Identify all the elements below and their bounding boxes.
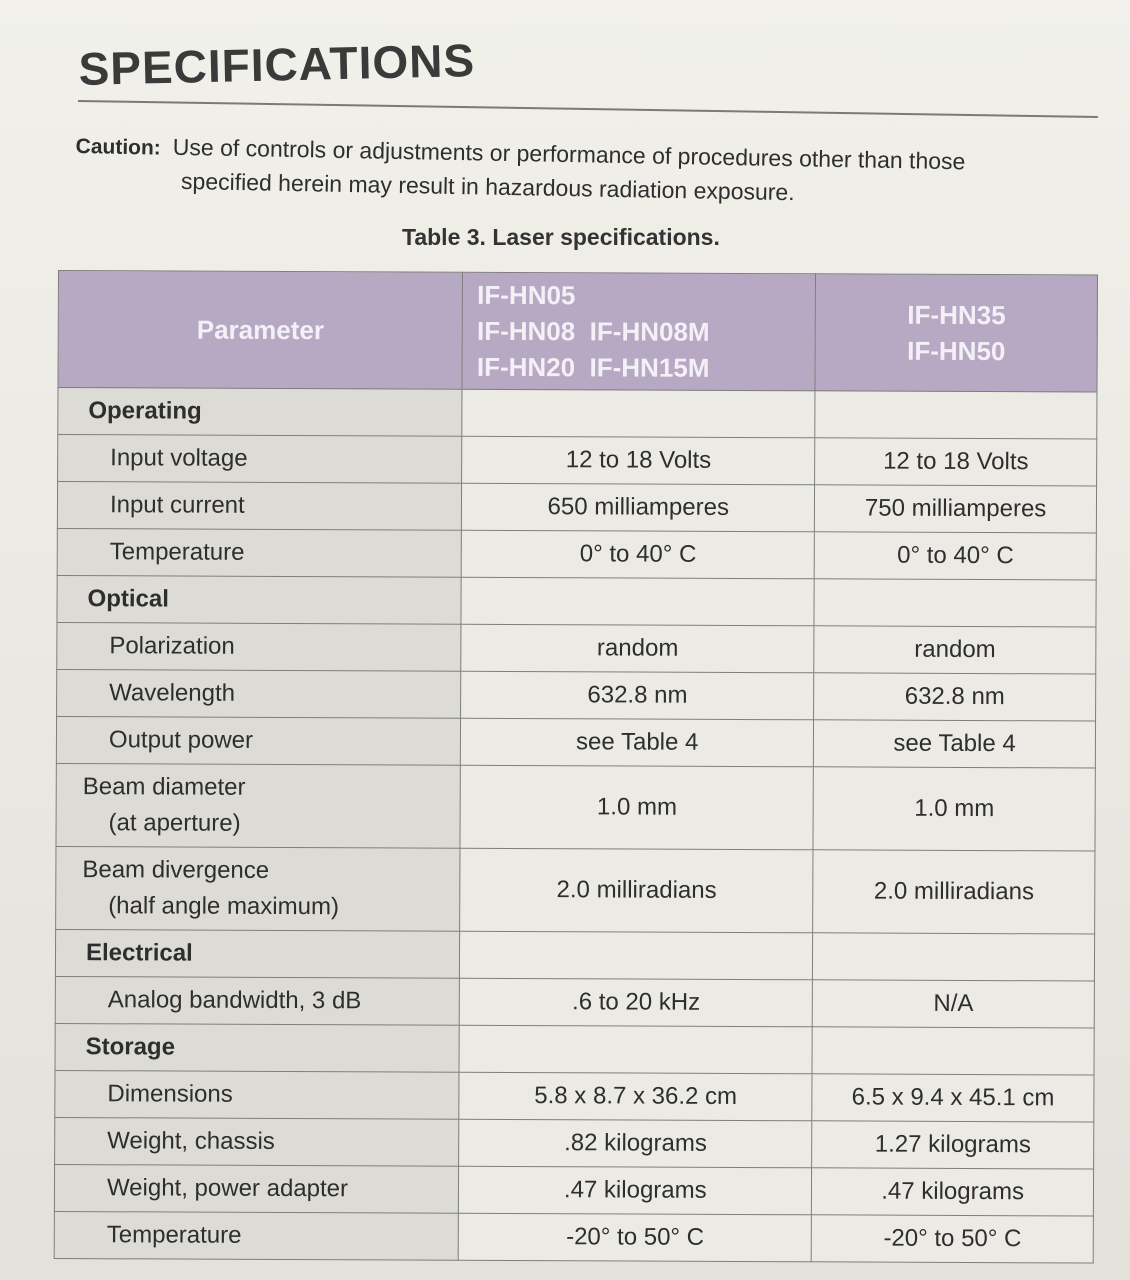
page-heading: SPECIFICATIONS xyxy=(78,34,476,95)
section-label: Operating xyxy=(58,388,462,437)
caution-text-line2: specified herein may result in hazardous radiation exposure. xyxy=(180,167,795,206)
value-cell-group-2: .47 kilograms xyxy=(812,1168,1094,1216)
table-row xyxy=(54,1211,1093,1263)
parameter-cell: Temperature xyxy=(54,1211,458,1260)
parameter-cell: Dimensions xyxy=(55,1070,459,1119)
value-cell-group-2: 6.5 x 9.4 x 45.1 cm xyxy=(812,1074,1094,1122)
header-parameter: Parameter xyxy=(58,271,463,390)
table-row xyxy=(58,435,1097,487)
table-section-row xyxy=(57,575,1096,627)
value-cell-group-2: 2.0 milliradians xyxy=(813,850,1095,934)
table-row xyxy=(55,976,1094,1028)
value-cell-group-1: .6 to 20 kHz xyxy=(460,978,813,1027)
value-cell-group-2 xyxy=(812,1027,1094,1075)
value-cell-group-2: 12 to 18 Volts xyxy=(815,438,1097,486)
value-cell-group-1: .47 kilograms xyxy=(459,1166,812,1215)
parameter-cell: Weight, power adapter xyxy=(54,1164,458,1213)
table-row xyxy=(55,1070,1094,1122)
value-cell-group-2 xyxy=(815,391,1097,439)
section-label: Optical xyxy=(57,575,461,624)
value-cell-group-2: 1.27 kilograms xyxy=(812,1121,1094,1169)
value-cell-group-2: -20° to 50° C xyxy=(811,1215,1093,1263)
parameter-qualifier: (at aperture) xyxy=(108,809,241,837)
caution-text-line1: Use of controls or adjustments or performance of procedures other than those xyxy=(172,133,966,175)
parameter-cell: Output power xyxy=(56,716,460,765)
value-cell-group-2 xyxy=(814,579,1096,627)
section-label: Storage xyxy=(55,1023,459,1072)
value-cell-group-2: 750 milliamperes xyxy=(815,485,1097,533)
value-cell-group-1: see Table 4 xyxy=(461,718,814,767)
value-cell-group-2: 1.0 mm xyxy=(813,767,1095,851)
value-cell-group-1: .82 kilograms xyxy=(459,1119,812,1168)
value-cell-group-1: random xyxy=(461,624,814,673)
parameter-cell: Temperature xyxy=(57,528,461,577)
value-cell-group-1 xyxy=(462,389,815,438)
table-section-row xyxy=(55,1023,1094,1075)
table-row xyxy=(55,1117,1094,1169)
header-model-line: IF-HN20 IF-HN15M xyxy=(476,351,710,383)
value-cell-group-2: 0° to 40° C xyxy=(814,532,1096,580)
laser-spec-table xyxy=(54,270,1098,1264)
table-row xyxy=(54,1164,1093,1216)
table-row xyxy=(56,763,1095,851)
header-model-line: IF-HN35 xyxy=(907,299,1006,331)
parameter-name: Beam diameter xyxy=(82,773,246,801)
parameter-qualifier: (half angle maximum) xyxy=(108,892,340,921)
header-models-group-2 xyxy=(815,274,1097,392)
parameter-cell: Analog bandwidth, 3 dB xyxy=(55,976,459,1025)
value-cell-group-2 xyxy=(813,933,1095,981)
caution-label: Caution: xyxy=(75,134,162,160)
table-title: Table 3. Laser specifications. xyxy=(402,224,720,250)
value-cell-group-1: 0° to 40° C xyxy=(461,530,814,579)
parameter-cell: Input voltage xyxy=(58,435,462,484)
parameter-cell: Input current xyxy=(57,482,461,531)
value-cell-group-1: 2.0 milliradians xyxy=(460,848,813,933)
parameter-cell: Weight, chassis xyxy=(55,1117,459,1166)
value-cell-group-1 xyxy=(460,931,813,980)
value-cell-group-1: 632.8 nm xyxy=(461,671,814,720)
table-row xyxy=(57,482,1096,534)
table-header-row xyxy=(58,271,1098,393)
parameter-name: Beam divergence xyxy=(82,856,270,884)
table-row xyxy=(57,622,1096,674)
heading-rule xyxy=(78,100,1098,118)
header-model-line: IF-HN50 xyxy=(907,335,1006,367)
value-cell-group-1: 650 milliamperes xyxy=(462,483,815,532)
value-cell-group-2: 632.8 nm xyxy=(814,673,1096,721)
table-row xyxy=(57,528,1096,580)
section-label: Electrical xyxy=(55,929,459,978)
header-model-line: IF-HN05 xyxy=(477,279,576,311)
table-row xyxy=(56,716,1095,768)
value-cell-group-1: 5.8 x 8.7 x 36.2 cm xyxy=(459,1072,812,1121)
table-body xyxy=(54,388,1097,1264)
table-row xyxy=(57,669,1096,721)
table-row xyxy=(56,846,1095,934)
parameter-cell: Wavelength xyxy=(57,669,461,718)
table-section-row xyxy=(55,929,1094,981)
parameter-cell: Polarization xyxy=(57,622,461,671)
value-cell-group-1 xyxy=(461,577,814,626)
value-cell-group-2: N/A xyxy=(813,980,1095,1028)
parameter-cell xyxy=(56,763,461,848)
value-cell-group-1: -20° to 50° C xyxy=(458,1213,811,1262)
value-cell-group-2: see Table 4 xyxy=(814,720,1096,768)
value-cell-group-1 xyxy=(459,1025,812,1074)
table-section-row xyxy=(58,388,1097,440)
value-cell-group-1: 12 to 18 Volts xyxy=(462,436,815,485)
caution-notice xyxy=(75,128,1076,214)
parameter-cell xyxy=(56,846,461,931)
header-models-group-1 xyxy=(462,272,816,391)
value-cell-group-2: random xyxy=(814,626,1096,674)
header-model-line: IF-HN08 IF-HN08M xyxy=(476,315,710,347)
value-cell-group-1: 1.0 mm xyxy=(460,765,813,850)
